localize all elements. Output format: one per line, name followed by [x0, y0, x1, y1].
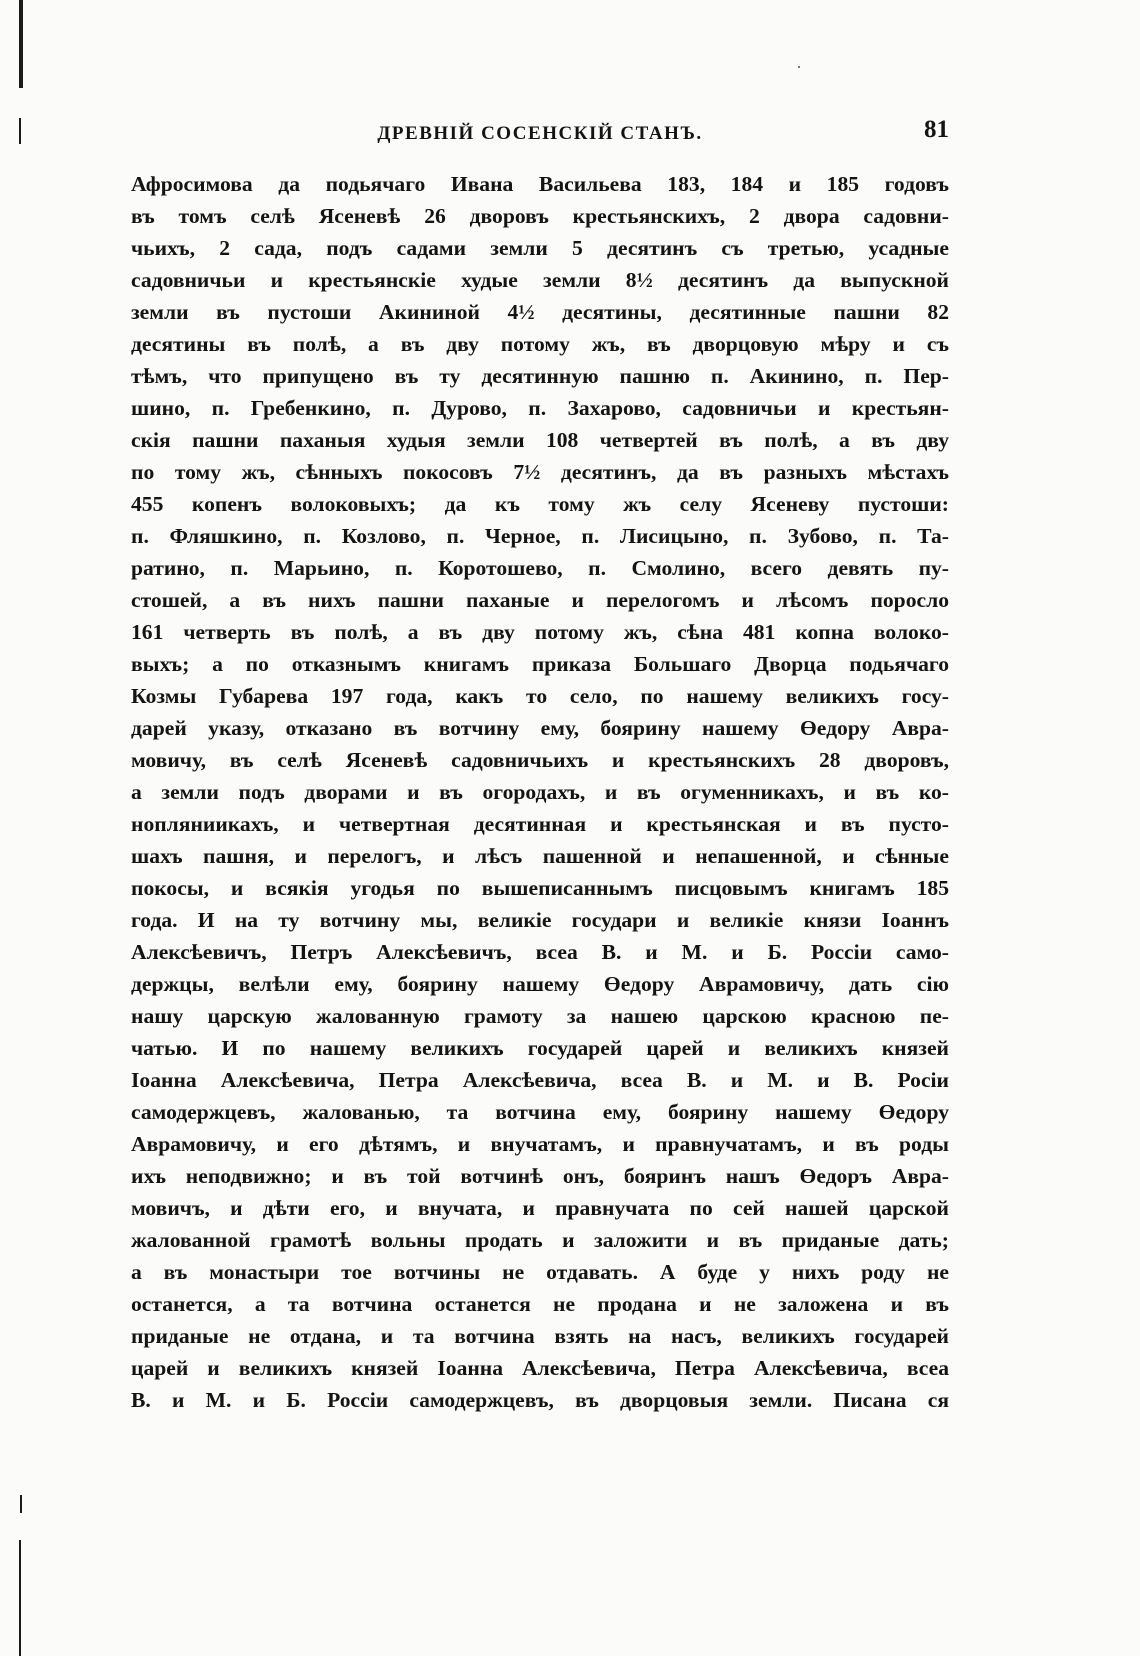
text-line: держцы, велѣли ему, боярину нашему Өедору Аврамовичу, дать сію [131, 972, 949, 996]
text-line: десятины въ полѣ, а въ дву потому жъ, въ дворцовую мѣру и съ [131, 332, 949, 356]
text-line: мовичу, въ селѣ Ясеневѣ садовничьихъ и крестьянскихъ 28 дворовъ, [131, 748, 949, 772]
text-line: останется, а та вотчина останется не продана и не заложена и въ [131, 1292, 949, 1316]
text-line: дарей указу, отказано въ вотчину ему, боярину нашему Өедору Авра- [131, 716, 949, 740]
text-line: Іоанна Алексѣевича, Петра Алексѣевича, всеа В. и М. и В. Росіи [131, 1068, 949, 1092]
text-line: въ томъ селѣ Ясеневѣ 26 дворовъ крестьянскихъ, 2 двора садовни- [131, 204, 949, 228]
text-line: ихъ неподвижно; и въ той вотчинѣ онъ, бояринъ нашъ Өедоръ Авра- [131, 1164, 949, 1188]
text-line: выхъ; а по отказнымъ книгамъ приказа Большаго Дворца подьячаго [131, 652, 949, 676]
body-text [131, 168, 949, 1416]
text-line: 161 четверть въ полѣ, а въ дву потому жъ, сѣна 481 копна волоко- [131, 620, 949, 644]
text-line: покосы, и всякія угодья по вышеписаннымъ писцовымъ книгамъ 185 [131, 876, 949, 900]
text-line: земли въ пустоши Акининой 4½ десятины, десятинные пашни 82 [131, 300, 949, 324]
text-line: приданые не отдана, и та вотчина взять на насъ, великихъ государей [131, 1324, 949, 1348]
text-line: нопляниикахъ, и четвертная десятинная и крестьянская и въ пусто- [131, 812, 949, 836]
text-line: по тому жъ, сѣнныхъ покосовъ 7½ десятинъ, да въ разныхъ мѣстахъ [131, 460, 949, 484]
text-line: шахъ пашня, и перелогъ, и лѣсъ пашенной и непашенной, и сѣнные [131, 844, 949, 868]
text-line: самодержцевъ, жалованью, та вотчина ему, боярину нашему Өедору [131, 1100, 949, 1124]
text-line: царей и великихъ князей Іоанна Алексѣевича, Петра Алексѣевича, всеа [131, 1356, 949, 1380]
scan-edge-mark [20, 1495, 22, 1513]
running-head [131, 117, 949, 151]
text-line: нашу царскую жалованную грамоту за нашею царскою красною пе- [131, 1004, 949, 1028]
text-line: Козмы Губарева 197 года, какъ то село, по нашему великихъ госу- [131, 684, 949, 708]
text-line: скія пашни паханыя худыя земли 108 четвертей въ полѣ, а въ дву [131, 428, 949, 452]
text-line: ратино, п. Марьино, п. Коротошево, п. Смолино, всего девять пу- [131, 556, 949, 580]
text-line: В. и М. и Б. Россіи самодержцевъ, въ дворцовыя земли. Писана ся [131, 1388, 949, 1412]
text-line: 455 копенъ волоковыхъ; да къ тому жъ селу Ясеневу пустоши: [131, 492, 949, 516]
text-line: года. И на ту вотчину мы, великіе государи и великіе князи Іоаннъ [131, 908, 949, 932]
text-line: чатью. И по нашему великихъ государей царей и великихъ князей [131, 1036, 949, 1060]
running-title: ДРЕВНІЙ СОСЕНСКІЙ СТАНЪ. [377, 123, 703, 144]
scan-edge-mark [19, 0, 23, 88]
text-line: п. Фляшкино, п. Козлово, п. Черное, п. Лисицыно, п. Зубово, п. Та- [131, 524, 949, 548]
text-line: шино, п. Гребенкино, п. Дурово, п. Захарово, садовничьи и крестьян- [131, 396, 949, 420]
page-number: 81 [924, 116, 949, 143]
scan-edge-mark [19, 1540, 21, 1656]
text-line: а земли подъ дворами и въ огородахъ, и въ огуменникахъ, и въ ко- [131, 780, 949, 804]
text-line: мовичъ, и дѣти его, и внучата, и правнучата по сей нашей царской [131, 1196, 949, 1220]
text-line: тѣмъ, что припущено въ ту десятинную пашню п. Акинино, п. Пер- [131, 364, 949, 388]
text-line: садовничьи и крестьянскіе худые земли 8½ десятинъ да выпускной [131, 268, 949, 292]
text-line: Аврамовичу, и его дѣтямъ, и внучатамъ, и правнучатамъ, и въ роды [131, 1132, 949, 1156]
text-line: Афросимова да подьячаго Ивана Васильева 183, 184 и 185 годовъ [131, 172, 949, 196]
text-line: жалованной грамотѣ вольны продать и заложити и въ приданые дать; [131, 1228, 949, 1252]
scan-speck [798, 66, 800, 68]
text-line: чьихъ, 2 сада, подъ садами земли 5 десятинъ съ третью, усадные [131, 236, 949, 260]
scan-edge-mark [19, 118, 21, 144]
text-line: Алексѣевичъ, Петръ Алексѣевичъ, всеа В. и М. и Б. Россіи само- [131, 940, 949, 964]
text-line: стошей, а въ нихъ пашни паханые и перелогомъ и лѣсомъ поросло [131, 588, 949, 612]
text-line: а въ монастыри тое вотчины не отдавать. А буде у нихъ роду не [131, 1260, 949, 1284]
